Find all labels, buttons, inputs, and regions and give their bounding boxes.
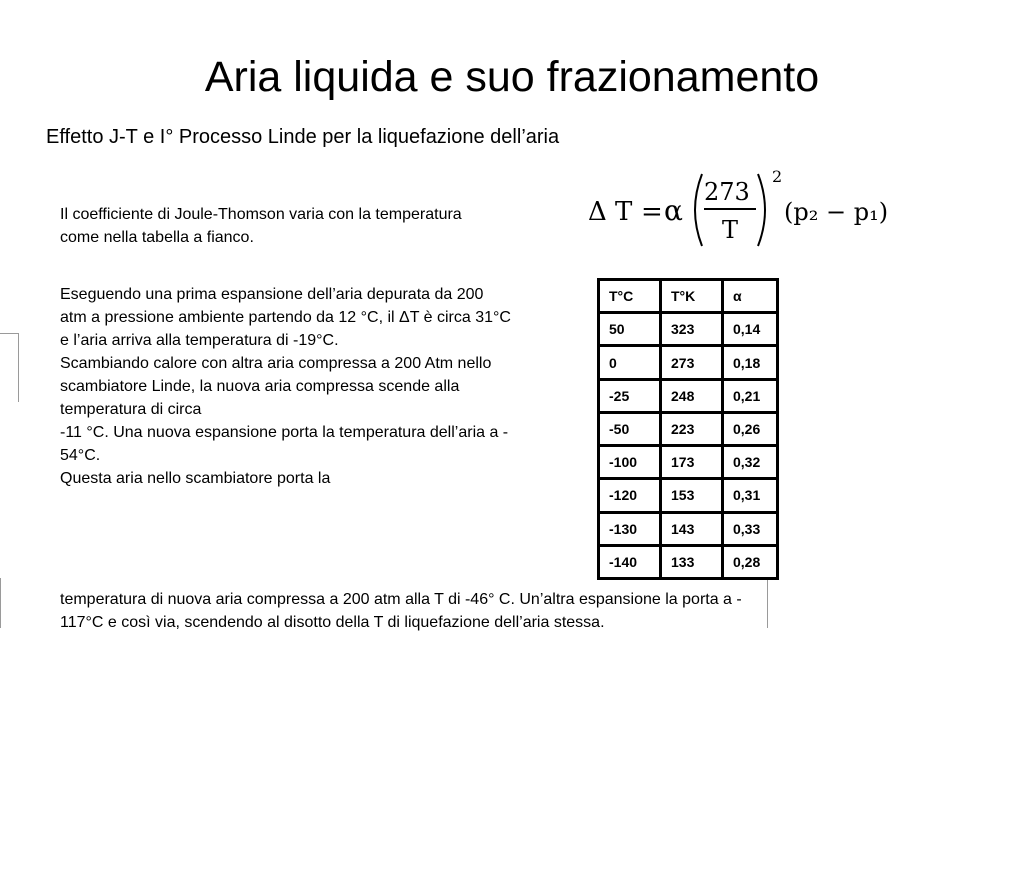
table-cell: 0,28 [723,545,778,578]
table-cell: 0,14 [723,313,778,346]
table-cell: -100 [599,446,661,479]
text-line: Questa aria nello scambiatore porta la [60,470,331,487]
table-cell: 0 [599,346,661,379]
table-row [599,379,778,412]
table-row [599,346,778,379]
intro-paragraph [60,203,462,249]
process-paragraph [60,283,511,490]
text-line: 117°C e così via, scendendo al disotto della T di liquefazione dell’aria stessa. [60,614,605,631]
joule-thomson-formula [584,160,904,252]
table-row [599,412,778,445]
text-line: 54°C. [60,447,101,464]
frame-line-left-top [0,333,18,334]
formula-exponent: 2 [772,167,783,186]
table-header-row [599,280,778,313]
formula-alpha: α [664,194,683,227]
frame-line-left-top-v [18,333,19,401]
table-cell: -25 [599,379,661,412]
text-line: temperatura di nuova aria compressa a 200 atm alla T di -46° C. Un’altra espansione la porta a - [60,591,742,608]
formula-pressure-term: (p₂ − p₁) [784,198,889,226]
text-line: scambiatore Linde, la nuova aria compressa scende alla [60,378,460,395]
table-cell: -50 [599,412,661,445]
text-line: e l’aria arriva alla temperatura di -19°C. [60,332,339,349]
table-cell: 323 [661,313,723,346]
table-cell: 223 [661,412,723,445]
table-cell: 0,32 [723,446,778,479]
table-cell: 173 [661,446,723,479]
slide-subtitle: Effetto J-T e I° Processo Linde per la liquefazione dell’aria [46,126,560,148]
table-cell: 248 [661,379,723,412]
table-cell: 153 [661,479,723,512]
formula-left-paren [695,174,702,246]
table-cell: 143 [661,512,723,545]
table-row [599,479,778,512]
frame-line-left-bottom [18,401,19,402]
formula-delta-t: Δ T [588,197,633,227]
table-cell: 0,33 [723,512,778,545]
text-line: temperatura di circa [60,401,202,418]
column-header-alpha: α [723,280,778,313]
table-cell: 0,18 [723,346,778,379]
jt-coefficient-table [597,278,779,580]
formula-equals: = [641,197,663,227]
table-cell: 0,31 [723,479,778,512]
column-header-kelvin: T°K [661,280,723,313]
table-cell: 0,26 [723,412,778,445]
frame-line-right [767,578,768,628]
formula-numerator: 273 [704,178,750,206]
table-cell: -140 [599,545,661,578]
frame-line-left-lower [0,578,1,628]
column-header-celsius: T°C [599,280,661,313]
table-row [599,545,778,578]
table-cell: 273 [661,346,723,379]
text-line: -11 °C. Una nuova espansione porta la temperatura dell’aria a - [60,424,509,441]
table-row [599,512,778,545]
conclusion-paragraph [60,588,742,634]
table-cell: 50 [599,313,661,346]
table-cell: -130 [599,512,661,545]
formula-right-paren [758,174,765,246]
table-cell: 0,21 [723,379,778,412]
table-cell: -120 [599,479,661,512]
text-line: come nella tabella a fianco. [60,229,254,246]
table-row [599,313,778,346]
table-cell: 133 [661,545,723,578]
text-line: Il coefficiente di Joule-Thomson varia con la temperatura [60,206,462,223]
text-line: Scambiando calore con altra aria compressa a 200 Atm nello [60,355,492,372]
text-line: atm a pressione ambiente partendo da 12 °C, il ΔT è circa 31°C [60,309,511,326]
table-row [599,446,778,479]
formula-denominator: T [722,216,739,244]
slide-title: Aria liquida e suo frazionamento [204,53,820,101]
text-line: Eseguendo una prima espansione dell’aria depurata da 200 [60,286,484,303]
